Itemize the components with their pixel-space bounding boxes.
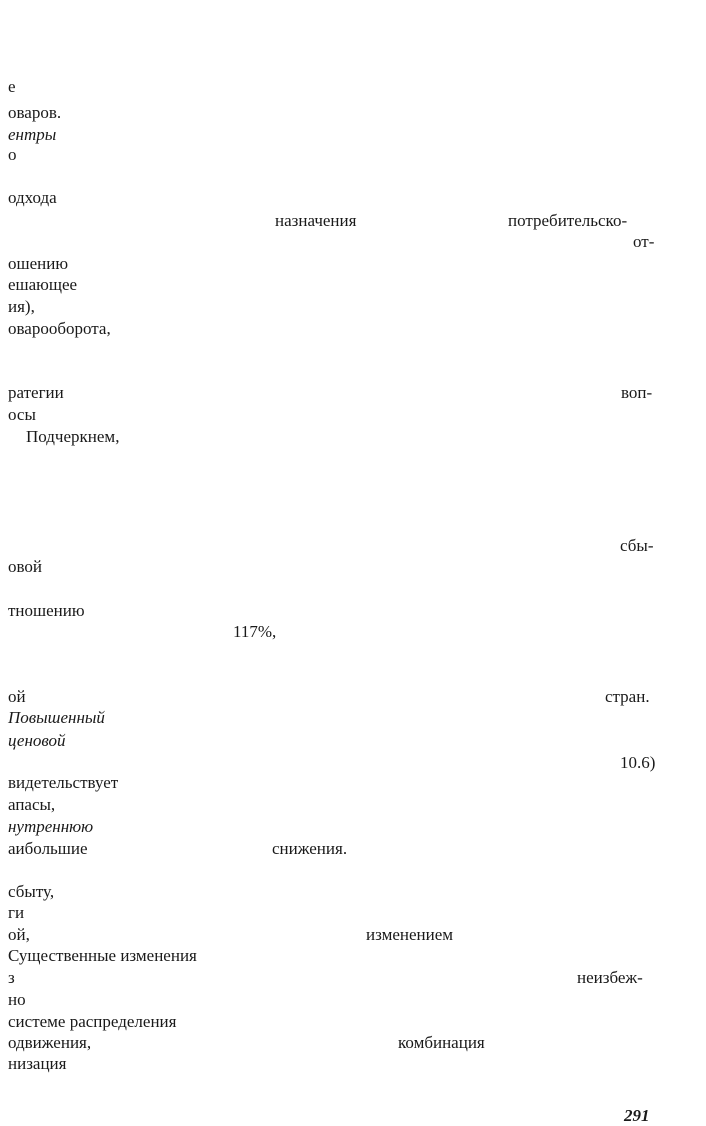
text-fragment: ги [8, 903, 25, 922]
text-fragment: о [8, 145, 17, 164]
text-fragment: Существенные изменения [8, 946, 197, 965]
text-fragment: ой, [8, 925, 30, 944]
text-fragment: потребительско- [508, 211, 628, 230]
text-fragment: сбыту, [8, 882, 55, 901]
text-fragment: оварооборота, [8, 319, 111, 338]
page-number: 291 [624, 1106, 650, 1125]
text-fragment: стран. [605, 687, 650, 706]
text-fragment: овой [8, 557, 43, 576]
text-fragment: ентры [8, 125, 57, 144]
text-fragment: ешающее [8, 275, 78, 294]
text-fragment: ценовой [8, 731, 66, 750]
text-fragment: но [8, 990, 26, 1009]
text-fragment: 10.6) [620, 753, 656, 772]
text-fragment: одвижения, [8, 1033, 92, 1052]
text-fragment: сбы- [620, 536, 654, 555]
text-fragment: ия), [8, 297, 35, 316]
text-fragment: неизбеж- [577, 968, 643, 987]
text-fragment: системе распределения [8, 1012, 177, 1031]
text-fragment: снижения. [272, 839, 348, 858]
text-fragment: низация [8, 1054, 67, 1073]
text-fragment: з [8, 968, 15, 987]
text-fragment: апасы, [8, 795, 56, 814]
text-fragment: ратегии [8, 383, 64, 402]
text-fragment: комбинация [398, 1033, 485, 1052]
text-fragment: одхода [8, 188, 57, 207]
text-fragment: видетельствует [8, 773, 119, 792]
text-fragment: изменением [366, 925, 454, 944]
text-fragment: нутреннюю [8, 817, 94, 836]
text-fragment: воп- [621, 383, 653, 402]
text-fragment: ой [8, 687, 26, 706]
text-fragment: е [8, 77, 16, 96]
text-fragment: оваров. [8, 103, 62, 122]
text-fragment: осы [8, 405, 36, 424]
text-fragment: Подчеркнем, [26, 427, 120, 446]
text-fragment: от- [633, 232, 655, 251]
text-fragment: ошению [8, 254, 69, 273]
text-fragment: Повышенный [8, 708, 105, 727]
text-fragment: 117%, [233, 622, 277, 641]
text-fragment: аибольшие [8, 839, 88, 858]
text-fragment: назначения [275, 211, 357, 230]
text-fragment: тношению [8, 601, 85, 620]
